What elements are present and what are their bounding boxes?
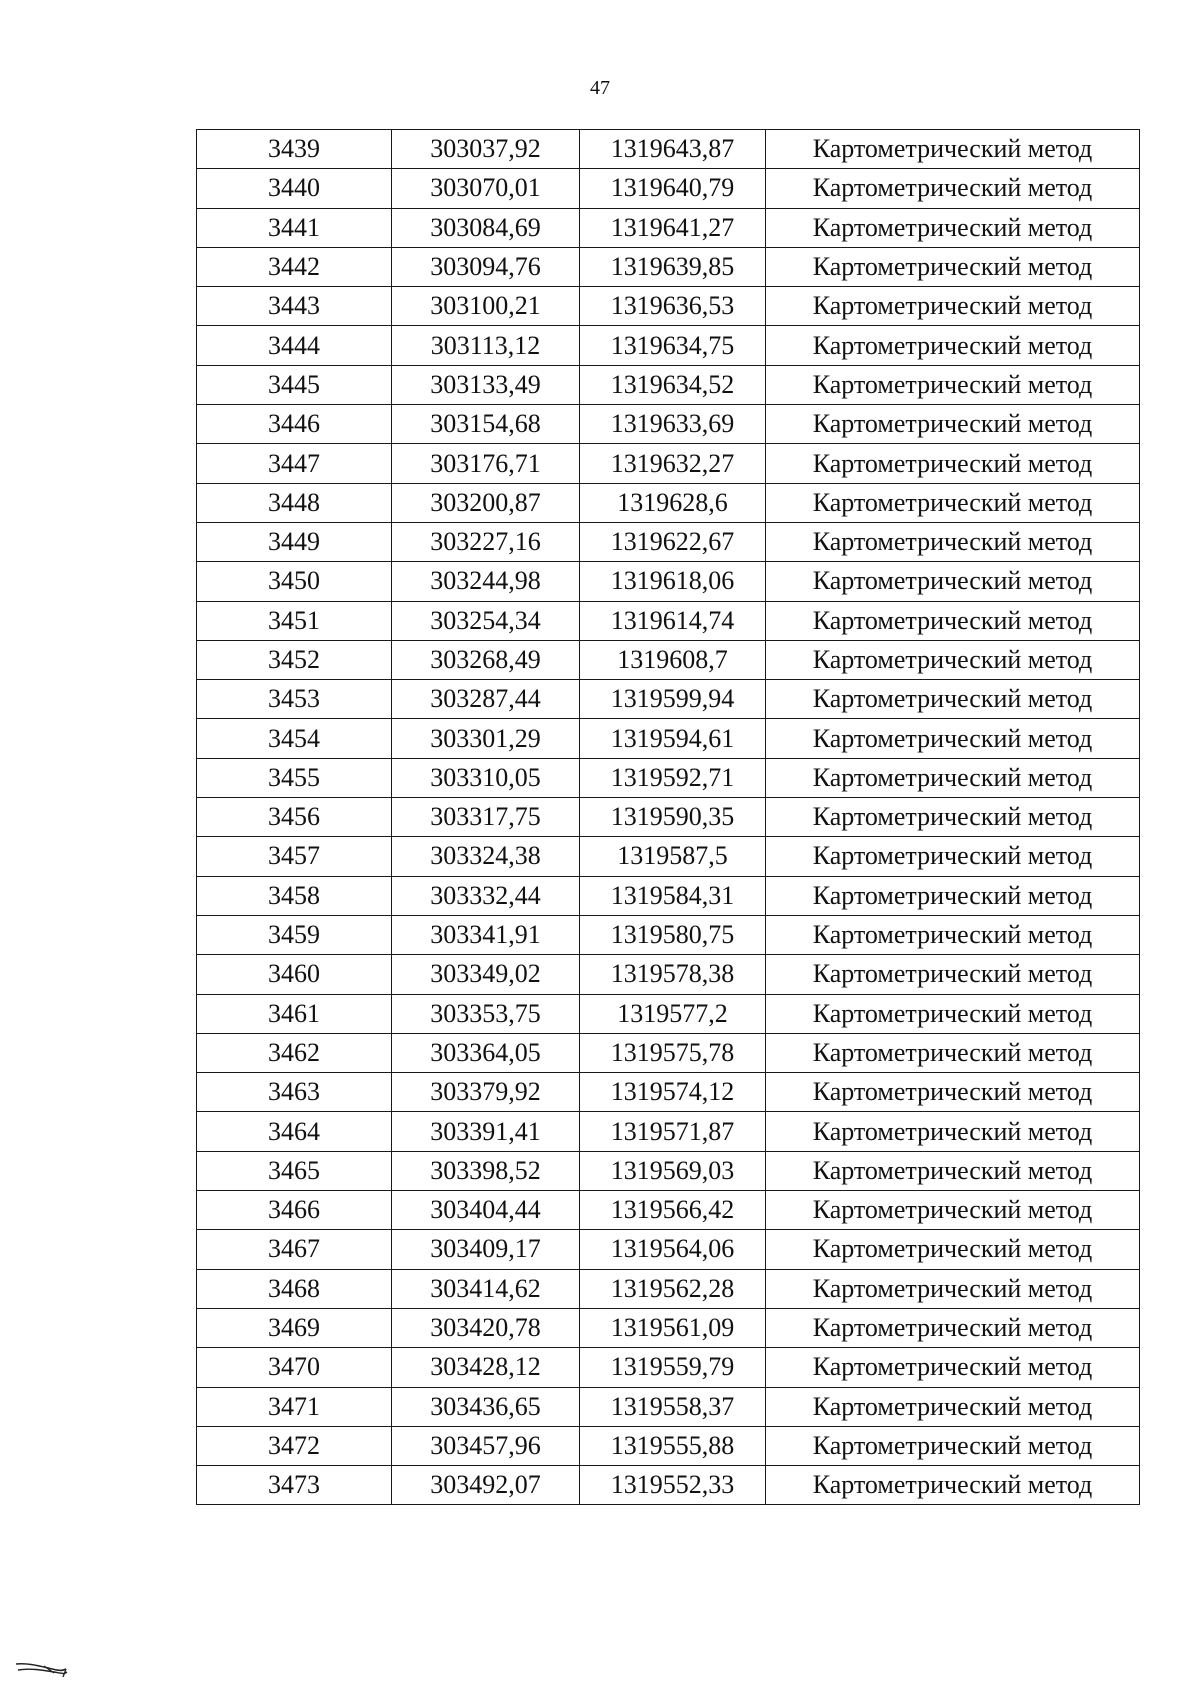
x-coordinate-cell: 303200,87 xyxy=(392,483,580,522)
point-number-cell: 3456 xyxy=(197,798,392,837)
table-row xyxy=(197,798,1140,837)
y-coordinate-cell: 1319632,27 xyxy=(580,444,766,483)
table-row xyxy=(197,1033,1140,1072)
method-cell: Картометрический метод xyxy=(766,1308,1140,1347)
method-cell: Картометрический метод xyxy=(766,798,1140,837)
table-row xyxy=(197,758,1140,797)
x-coordinate-cell: 303310,05 xyxy=(392,758,580,797)
table-row xyxy=(197,601,1140,640)
table-row xyxy=(197,1426,1140,1465)
point-number-cell: 3464 xyxy=(197,1112,392,1151)
method-cell: Картометрический метод xyxy=(766,640,1140,679)
y-coordinate-cell: 1319641,27 xyxy=(580,208,766,247)
y-coordinate-cell: 1319639,85 xyxy=(580,247,766,286)
y-coordinate-cell: 1319555,88 xyxy=(580,1426,766,1465)
x-coordinate-cell: 303113,12 xyxy=(392,326,580,365)
point-number-cell: 3459 xyxy=(197,915,392,954)
y-coordinate-cell: 1319634,52 xyxy=(580,365,766,404)
method-cell: Картометрический метод xyxy=(766,1073,1140,1112)
point-number-cell: 3465 xyxy=(197,1151,392,1190)
method-cell: Картометрический метод xyxy=(766,169,1140,208)
point-number-cell: 3444 xyxy=(197,326,392,365)
point-number-cell: 3458 xyxy=(197,876,392,915)
method-cell: Картометрический метод xyxy=(766,247,1140,286)
y-coordinate-cell: 1319566,42 xyxy=(580,1191,766,1230)
y-coordinate-cell: 1319564,06 xyxy=(580,1230,766,1269)
method-cell: Картометрический метод xyxy=(766,915,1140,954)
table-row xyxy=(197,444,1140,483)
method-cell: Картометрический метод xyxy=(766,522,1140,561)
method-cell: Картометрический метод xyxy=(766,876,1140,915)
x-coordinate-cell: 303341,91 xyxy=(392,915,580,954)
point-number-cell: 3442 xyxy=(197,247,392,286)
point-number-cell: 3463 xyxy=(197,1073,392,1112)
point-number-cell: 3470 xyxy=(197,1348,392,1387)
method-cell: Картометрический метод xyxy=(766,483,1140,522)
point-number-cell: 3455 xyxy=(197,758,392,797)
table-row xyxy=(197,680,1140,719)
x-coordinate-cell: 303154,68 xyxy=(392,405,580,444)
y-coordinate-cell: 1319634,75 xyxy=(580,326,766,365)
point-number-cell: 3469 xyxy=(197,1308,392,1347)
x-coordinate-cell: 303420,78 xyxy=(392,1308,580,1347)
point-number-cell: 3443 xyxy=(197,287,392,326)
method-cell: Картометрический метод xyxy=(766,287,1140,326)
y-coordinate-cell: 1319559,79 xyxy=(580,1348,766,1387)
method-cell: Картометрический метод xyxy=(766,758,1140,797)
point-number-cell: 3467 xyxy=(197,1230,392,1269)
point-number-cell: 3461 xyxy=(197,994,392,1033)
y-coordinate-cell: 1319584,31 xyxy=(580,876,766,915)
point-number-cell: 3446 xyxy=(197,405,392,444)
table-row xyxy=(197,287,1140,326)
table-row xyxy=(197,837,1140,876)
x-coordinate-cell: 303404,44 xyxy=(392,1191,580,1230)
table-row xyxy=(197,1308,1140,1347)
x-coordinate-cell: 303254,34 xyxy=(392,601,580,640)
x-coordinate-cell: 303428,12 xyxy=(392,1348,580,1387)
page-number: 47 xyxy=(590,77,610,99)
x-coordinate-cell: 303070,01 xyxy=(392,169,580,208)
method-cell: Картометрический метод xyxy=(766,1191,1140,1230)
y-coordinate-cell: 1319640,79 xyxy=(580,169,766,208)
y-coordinate-cell: 1319561,09 xyxy=(580,1308,766,1347)
table-row xyxy=(197,326,1140,365)
table-row xyxy=(197,1191,1140,1230)
table-row xyxy=(197,169,1140,208)
x-coordinate-cell: 303268,49 xyxy=(392,640,580,679)
point-number-cell: 3453 xyxy=(197,680,392,719)
method-cell: Картометрический метод xyxy=(766,1151,1140,1190)
method-cell: Картометрический метод xyxy=(766,1387,1140,1426)
y-coordinate-cell: 1319571,87 xyxy=(580,1112,766,1151)
coordinates-table-body xyxy=(197,130,1140,1505)
table-row xyxy=(197,1151,1140,1190)
y-coordinate-cell: 1319569,03 xyxy=(580,1151,766,1190)
point-number-cell: 3454 xyxy=(197,719,392,758)
table-row xyxy=(197,1269,1140,1308)
x-coordinate-cell: 303436,65 xyxy=(392,1387,580,1426)
method-cell: Картометрический метод xyxy=(766,365,1140,404)
method-cell: Картометрический метод xyxy=(766,1348,1140,1387)
method-cell: Картометрический метод xyxy=(766,208,1140,247)
y-coordinate-cell: 1319587,5 xyxy=(580,837,766,876)
y-coordinate-cell: 1319636,53 xyxy=(580,287,766,326)
x-coordinate-cell: 303364,05 xyxy=(392,1033,580,1072)
x-coordinate-cell: 303324,38 xyxy=(392,837,580,876)
coordinates-table xyxy=(196,129,1140,1505)
table-row xyxy=(197,365,1140,404)
table-row xyxy=(197,247,1140,286)
point-number-cell: 3457 xyxy=(197,837,392,876)
x-coordinate-cell: 303332,44 xyxy=(392,876,580,915)
method-cell: Картометрический метод xyxy=(766,837,1140,876)
table-row xyxy=(197,208,1140,247)
x-coordinate-cell: 303317,75 xyxy=(392,798,580,837)
y-coordinate-cell: 1319618,06 xyxy=(580,562,766,601)
table-row xyxy=(197,640,1140,679)
y-coordinate-cell: 1319558,37 xyxy=(580,1387,766,1426)
method-cell: Картометрический метод xyxy=(766,326,1140,365)
table-row xyxy=(197,405,1140,444)
x-coordinate-cell: 303414,62 xyxy=(392,1269,580,1308)
method-cell: Картометрический метод xyxy=(766,955,1140,994)
point-number-cell: 3447 xyxy=(197,444,392,483)
point-number-cell: 3439 xyxy=(197,130,392,169)
x-coordinate-cell: 303391,41 xyxy=(392,1112,580,1151)
y-coordinate-cell: 1319575,78 xyxy=(580,1033,766,1072)
x-coordinate-cell: 303349,02 xyxy=(392,955,580,994)
y-coordinate-cell: 1319633,69 xyxy=(580,405,766,444)
table-row xyxy=(197,130,1140,169)
y-coordinate-cell: 1319590,35 xyxy=(580,798,766,837)
point-number-cell: 3452 xyxy=(197,640,392,679)
method-cell: Картометрический метод xyxy=(766,1033,1140,1072)
method-cell: Картометрический метод xyxy=(766,130,1140,169)
point-number-cell: 3450 xyxy=(197,562,392,601)
point-number-cell: 3445 xyxy=(197,365,392,404)
x-coordinate-cell: 303176,71 xyxy=(392,444,580,483)
x-coordinate-cell: 303398,52 xyxy=(392,1151,580,1190)
y-coordinate-cell: 1319577,2 xyxy=(580,994,766,1033)
x-coordinate-cell: 303100,21 xyxy=(392,287,580,326)
point-number-cell: 3473 xyxy=(197,1466,392,1505)
point-number-cell: 3472 xyxy=(197,1426,392,1465)
method-cell: Картометрический метод xyxy=(766,1466,1140,1505)
y-coordinate-cell: 1319594,61 xyxy=(580,719,766,758)
y-coordinate-cell: 1319599,94 xyxy=(580,680,766,719)
x-coordinate-cell: 303133,49 xyxy=(392,365,580,404)
table-row xyxy=(197,1112,1140,1151)
x-coordinate-cell: 303457,96 xyxy=(392,1426,580,1465)
point-number-cell: 3468 xyxy=(197,1269,392,1308)
x-coordinate-cell: 303094,76 xyxy=(392,247,580,286)
method-cell: Картометрический метод xyxy=(766,1230,1140,1269)
point-number-cell: 3441 xyxy=(197,208,392,247)
table-row xyxy=(197,955,1140,994)
y-coordinate-cell: 1319562,28 xyxy=(580,1269,766,1308)
y-coordinate-cell: 1319622,67 xyxy=(580,522,766,561)
method-cell: Картометрический метод xyxy=(766,405,1140,444)
point-number-cell: 3449 xyxy=(197,522,392,561)
method-cell: Картометрический метод xyxy=(766,680,1140,719)
table-row xyxy=(197,1348,1140,1387)
y-coordinate-cell: 1319643,87 xyxy=(580,130,766,169)
y-coordinate-cell: 1319592,71 xyxy=(580,758,766,797)
y-coordinate-cell: 1319574,12 xyxy=(580,1073,766,1112)
x-coordinate-cell: 303244,98 xyxy=(392,562,580,601)
method-cell: Картометрический метод xyxy=(766,601,1140,640)
y-coordinate-cell: 1319608,7 xyxy=(580,640,766,679)
y-coordinate-cell: 1319578,38 xyxy=(580,955,766,994)
table-row xyxy=(197,1466,1140,1505)
point-number-cell: 3460 xyxy=(197,955,392,994)
point-number-cell: 3462 xyxy=(197,1033,392,1072)
method-cell: Картометрический метод xyxy=(766,1269,1140,1308)
y-coordinate-cell: 1319552,33 xyxy=(580,1466,766,1505)
table-row xyxy=(197,994,1140,1033)
method-cell: Картометрический метод xyxy=(766,562,1140,601)
table-row xyxy=(197,1230,1140,1269)
x-coordinate-cell: 303492,07 xyxy=(392,1466,580,1505)
method-cell: Картометрический метод xyxy=(766,1112,1140,1151)
table-row xyxy=(197,876,1140,915)
x-coordinate-cell: 303301,29 xyxy=(392,719,580,758)
point-number-cell: 3448 xyxy=(197,483,392,522)
method-cell: Картометрический метод xyxy=(766,1426,1140,1465)
point-number-cell: 3471 xyxy=(197,1387,392,1426)
method-cell: Картометрический метод xyxy=(766,719,1140,758)
x-coordinate-cell: 303379,92 xyxy=(392,1073,580,1112)
x-coordinate-cell: 303037,92 xyxy=(392,130,580,169)
method-cell: Картометрический метод xyxy=(766,994,1140,1033)
table-row xyxy=(197,562,1140,601)
point-number-cell: 3451 xyxy=(197,601,392,640)
y-coordinate-cell: 1319580,75 xyxy=(580,915,766,954)
y-coordinate-cell: 1319614,74 xyxy=(580,601,766,640)
point-number-cell: 3466 xyxy=(197,1191,392,1230)
x-coordinate-cell: 303227,16 xyxy=(392,522,580,561)
x-coordinate-cell: 303409,17 xyxy=(392,1230,580,1269)
x-coordinate-cell: 303287,44 xyxy=(392,680,580,719)
table-row xyxy=(197,915,1140,954)
table-row xyxy=(197,483,1140,522)
table-row xyxy=(197,1387,1140,1426)
y-coordinate-cell: 1319628,6 xyxy=(580,483,766,522)
table-row xyxy=(197,1073,1140,1112)
point-number-cell: 3440 xyxy=(197,169,392,208)
x-coordinate-cell: 303353,75 xyxy=(392,994,580,1033)
x-coordinate-cell: 303084,69 xyxy=(392,208,580,247)
signature-mark xyxy=(14,1655,70,1679)
table-row xyxy=(197,522,1140,561)
table-row xyxy=(197,719,1140,758)
method-cell: Картометрический метод xyxy=(766,444,1140,483)
